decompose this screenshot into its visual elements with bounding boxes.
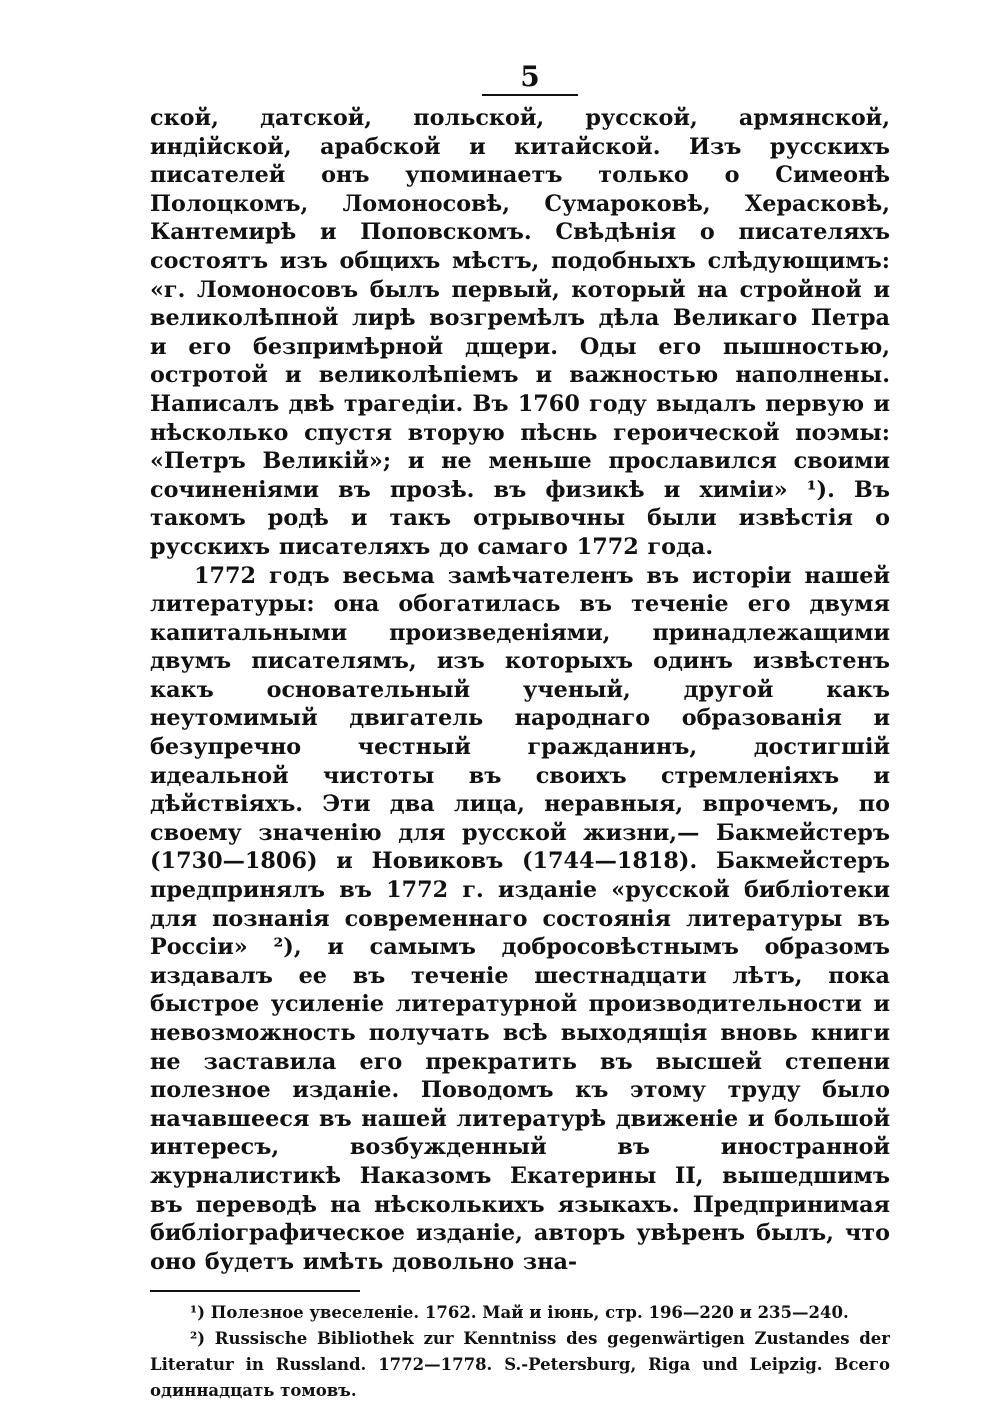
footnote-1: ¹) Полезное увеселеніе. 1762. Май и іюнь, стр. 196—220 и 235—240. bbox=[190, 1303, 849, 1323]
paragraph-continued: ской, датской, польской, русской, армянской, индійской, арабской и китайской. Изъ русскихъ писателей онъ упоминаетъ только о Симеонѣ Полоцкомъ, Ломоносовѣ, Сумароковѣ, Херасковѣ, Кантемирѣ и Поповскомъ. Свѣдѣнія о писателяхъ состоятъ изъ общихъ мѣстъ, подобныхъ слѣдующимъ: «г. Ломоносовъ былъ первый, который на стройной и великолѣпной лирѣ возгремѣлъ дѣла Великаго Петра и его безпримѣрной дщери. Оды его пышностью, остротой и великолѣпіемъ и важностью наполнены. Написалъ двѣ трагедіи. Въ 1760 году выдалъ первую и нѣсколько спустя вторую пѣснь героической поэмы: «Петръ Великій»; и не меньше прославился своими сочиненіями въ прозѣ. въ физикѣ и химіи» ¹). Въ такомъ родѣ и такъ отрывочны были извѣстія о русскихъ писателяхъ до самаго 1772 года. bbox=[150, 105, 890, 560]
footnote-rule bbox=[150, 1290, 360, 1292]
footnote-2: ²) Russische Bibliothek zur Kenntniss des gegenwärtigen Zustandes der Literatur in Russland. 1772—1778. S.-Petersburg, Riga und Leipzig. Всего одиннадцать томовъ. bbox=[150, 1329, 890, 1401]
book-page bbox=[150, 60, 890, 1404]
footnotes bbox=[150, 1300, 890, 1404]
paragraph-1772: 1772 годъ весьма замѣчателенъ въ исторіи нашей литературы: она обогатилась въ теченіе его двумя капитальными произведеніями, принадлежащими двумъ писателямъ, изъ которыхъ одинъ извѣстенъ какъ основательный ученый, другой какъ неутомимый двигатель народнаго образованія и безупречно честный гражданинъ, достигшій идеальной чистоты въ своихъ стремленіяхъ и дѣйствіяхъ. Эти два лица, неравныя, впрочемъ, по своему значенію для русской жизни,— Бакмейстеръ (1730—1806) и Новиковъ (1744—1818). Бакмейстеръ предпринялъ въ 1772 г. изданіе «русской библіотеки для познанія современнаго состоянія литературы въ Россіи» ²), и самымъ добросовѣстнымъ образомъ издавалъ ее въ теченіе шестнадцати лѣтъ, пока быстрое усиленіе литературной производительности и невозможность получать всѣ выходящія вновь книги не заставила его прекратить въ высшей степени полезное изданіе. Поводомъ къ этому труду было начавшееся въ нашей литературѣ движеніе и большой интересъ, возбужденный въ иностранной журналистикѣ Наказомъ Екатерины II, вышедшимъ въ переводѣ на нѣсколькихъ языкахъ. Предпринимая библіографическое изданіе, авторъ увѣренъ былъ, что оно будетъ имѣть довольно зна- bbox=[150, 562, 890, 1275]
body-text bbox=[150, 104, 890, 1276]
page-number: 5 bbox=[520, 60, 540, 93]
page-number-rule bbox=[482, 94, 578, 96]
